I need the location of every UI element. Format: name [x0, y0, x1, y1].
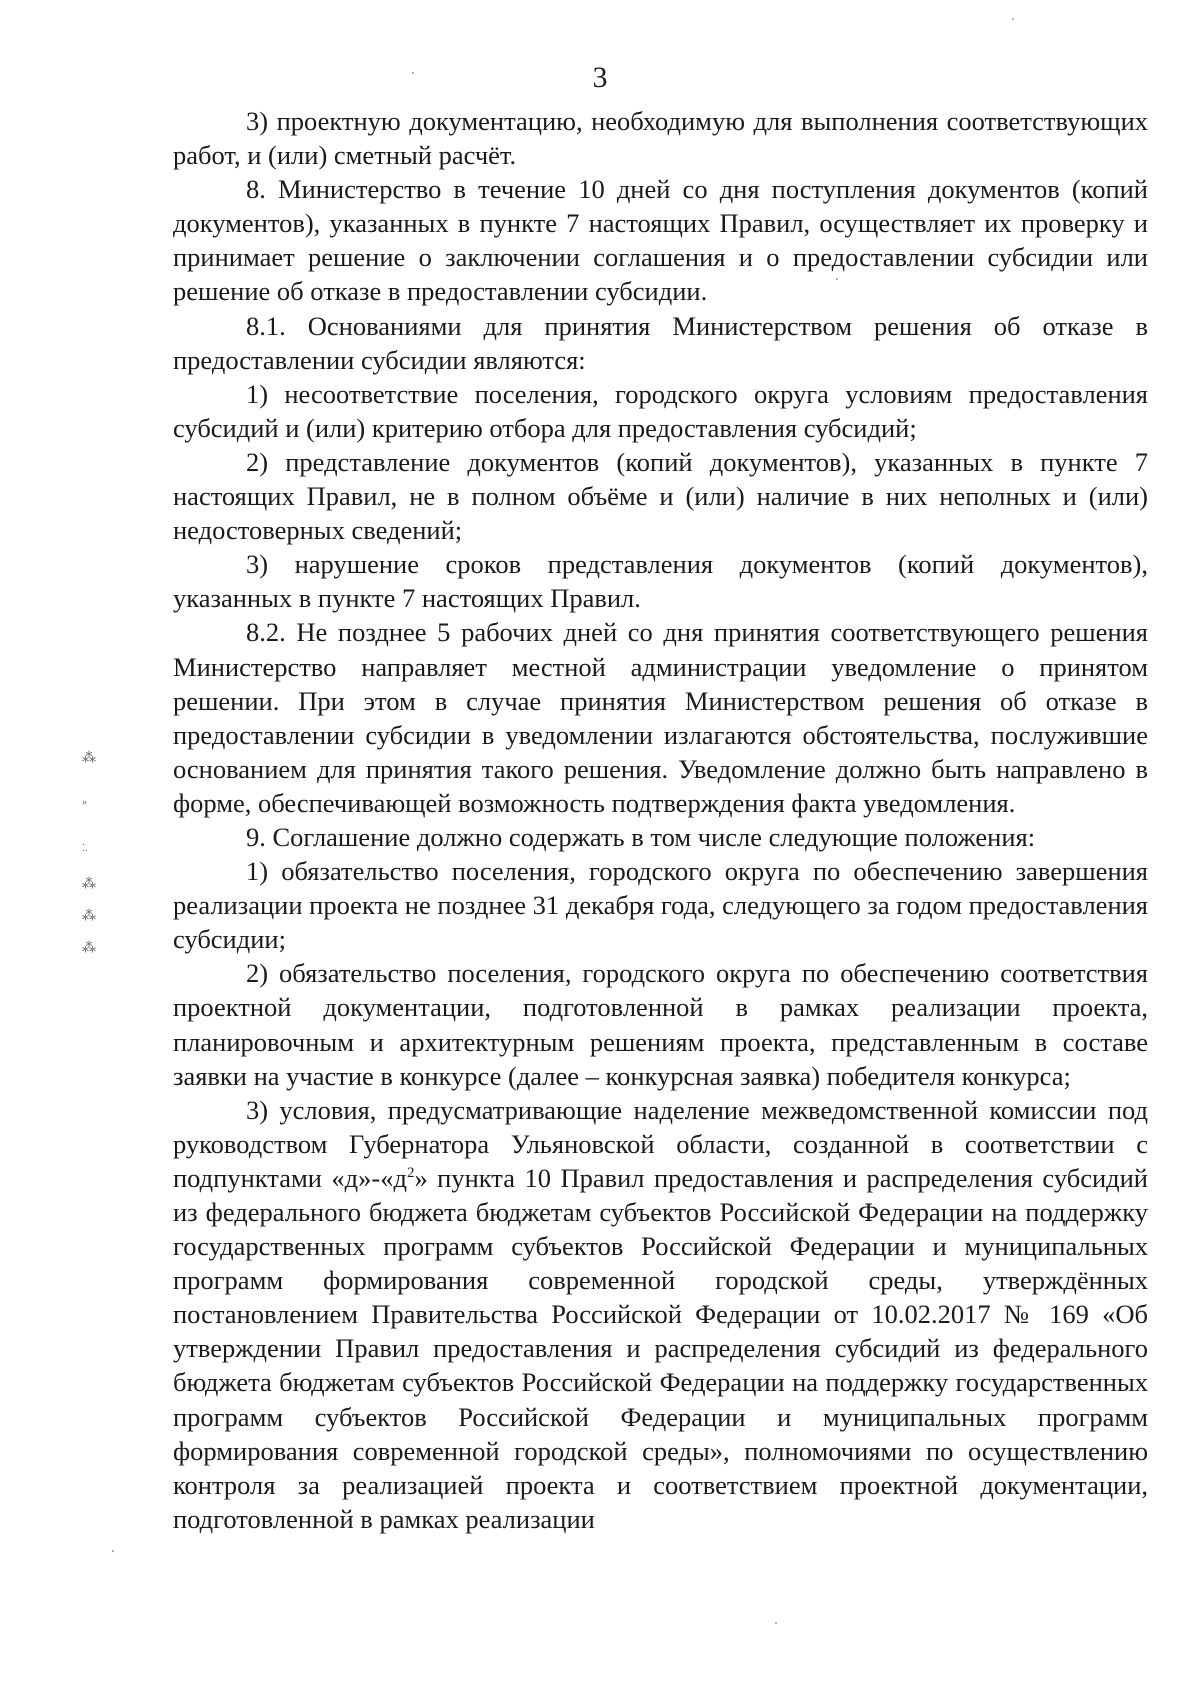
paragraph-9-item-1: 1) обязательство поселения, городского округа по обеспечению завершения реализации проекта не позднее 31 декабря года, следующего за годом предоставления субсидии;: [173, 856, 1148, 955]
page-number: 3: [592, 61, 608, 94]
paragraph-9-item-3-end: » пункта 10 Правил предоставления и распределения субсидий из федерального бюджета бюджетам субъектов Российской Федерации на поддержку государственных программ субъектов Российской Федерации и муниципальных программ формирования современной городской среды, утверждённых постановлением Правительства Российской Федерации от 10.02.2017 № 169 «Об утверждении Правил предоставления и распределения субсидий из федерального бюджета бюджетам субъектов Российской Федерации на поддержку государственных программ субъектов Российской Федерации и муниципальных программ формирования современной городской среды», полномочиями по осуществлению контроля за реализацией проекта и соответствием проектной документации, подготовленной в рамках реализации: [173, 1162, 1148, 1534]
superscript-2: 2: [406, 1165, 415, 1182]
document-body: [173, 104, 1148, 1536]
scan-dot: [836, 278, 838, 280]
paragraph-8-1: 8.1. Основаниями для принятия Министерством решения об отказе в предоставлении субсидии являются:: [173, 310, 1148, 375]
document-page: 3 3) проектную документацию, необходимую для выполнения соответствующих работ, и (или) сметный расчёт. 8. Министерство в течение 10 дней со дня поступления документов (копий документов), указанных в пункте 7 настоящих Правил, осуществляет их проверку и принимает решение о заключении соглашения и о предоставлении субсидии или решение об отказе в предоставлении субсидии. 8.1. Основаниями для принятия Министерством решения об отказе в предоставлении субсидии являются: 1) несоответствие поселения, городского округа условиям предоставления субсидий и (или) критерию отбора для предоставления субсидий; 2) представление документов (копий документов), указанных в пункте 7 настоящих Правил, не в полном объёме и (или) наличие в них неполных и (или) недостоверных сведений; 3) нарушение сроков представления документов (копий документов), указанных в пункте 7 настоящих Правил. 8.2. Не позднее 5 рабочих дней со дня принятия соответствующего решения Министерство направляет местной администрации уведомление о принятом решении. При этом в случае принятия Министерством решения об отказе в предоставлении субсидии в уведомлении излагаются обстоятельства, послужившие основанием для принятия такого решения. Уведомление должно быть направлено в форме, обеспечивающей возможность подтверждения факта уведомления. 9. Соглашение должно содержать в том числе следующие положения: 1) обязательство поселения, городского округа по обеспечению завершения реализации проекта не позднее 31 декабря года, следующего за годом предоставления субсидии; 2) обязательство поселения, городского округа по обеспечению соответствия проектной документации, подготовленной в рамках реализации проекта, планировочным и архитектурным решениям проекта, представленным в составе заявки на участие в конкурсе (далее – конкурсная заявка) победителя конкурса; 3) условия, предусматривающие наделение межведомственной комиссии под руководством Губернатора Ульяновской области, созданной в соответствии с подпунктами «$д»-«д^2$» пункта 10 Правил предоставления и распределения субсидий из федерального бюджета бюджетам субъектов Российской Федерации на поддержку государственных программ субъектов Российской Федерации и муниципальных программ формирования современной городской среды, утверждённых постановлением Правительства Российской Федерации от 10.02.2017 № 169 «Об утверждении Правил предоставления и распределения субсидий из федерального бюджета бюджетам субъектов Российской Федерации на поддержку государственных программ субъектов Российской Федерации и муниципальных программ формирования современной городской среды», полномочиями по осуществлению контроля за реализацией проекта и соответствием проектной документации, подготовленной в рамках реализации ⁂ » ⁚. ⁂ ⁂ ⁂: [0, 0, 1200, 1698]
paragraph-9-item-3: [173, 1093, 1148, 1536]
paragraph-8-1-item-2: 2) представление документов (копий документов), указанных в пункте 7 настоящих Правил, не в полном объёме и (или) наличие в них неполных и (или) недостоверных сведений;: [173, 446, 1148, 546]
paragraph-9-item-3-start: 3) условия, предусматривающие наделение межведомственной комиссии под руководством Губернатора Ульяновской области, созданной в соответствии с подпунктами «д»-«д: [173, 1094, 1148, 1193]
paragraph-8-1-item-3: 3) нарушение сроков представления документов (копий документов), указанных в пункте 7 настоящих Правил.: [173, 549, 1148, 614]
scan-dot: [775, 1622, 777, 1624]
paragraph-9-item-2: 2) обязательство поселения, городского округа по обеспечению соответствия проектной документации, подготовленной в рамках реализации проекта, планировочным и архитектурным решениям проекта, представленным в составе заявки на участие в конкурсе (далее – конкурсная заявка) победителя конкурса;: [173, 958, 1148, 1091]
scan-dot: [112, 1550, 114, 1552]
paragraph-3-project-docs: 3) проектную документацию, необходимую для выполнения соответствующих работ, и (или) сметный расчёт.: [173, 106, 1148, 171]
scan-dot: [412, 72, 414, 74]
paragraph-8-1-item-1: 1) несоответствие поселения, городского округа условиям предоставления субсидий и (или) критерию отбора для предоставления субсидий;: [173, 378, 1148, 443]
paragraph-8-2: 8.2. Не позднее 5 рабочих дней со дня принятия соответствующего решения Министерство направляет местной администрации уведомление о принятом решении. При этом в случае принятия Министерством решения об отказе в предоставлении субсидии в уведомлении излагаются обстоятельства, послужившие основанием для принятия такого решения. Уведомление должно быть направлено в форме, обеспечивающей возможность подтверждения факта уведомления.: [173, 617, 1148, 818]
paragraph-8: 8. Министерство в течение 10 дней со дня поступления документов (копий документов), указанных в пункте 7 настоящих Правил, осуществляет их проверку и принимает решение о заключении соглашения и о предоставлении субсидии или решение об отказе в предоставлении субсидии.: [173, 174, 1148, 307]
paragraph-9: 9. Соглашение должно содержать в том числе следующие положения:: [246, 821, 1036, 852]
scan-dot: [1012, 18, 1014, 20]
